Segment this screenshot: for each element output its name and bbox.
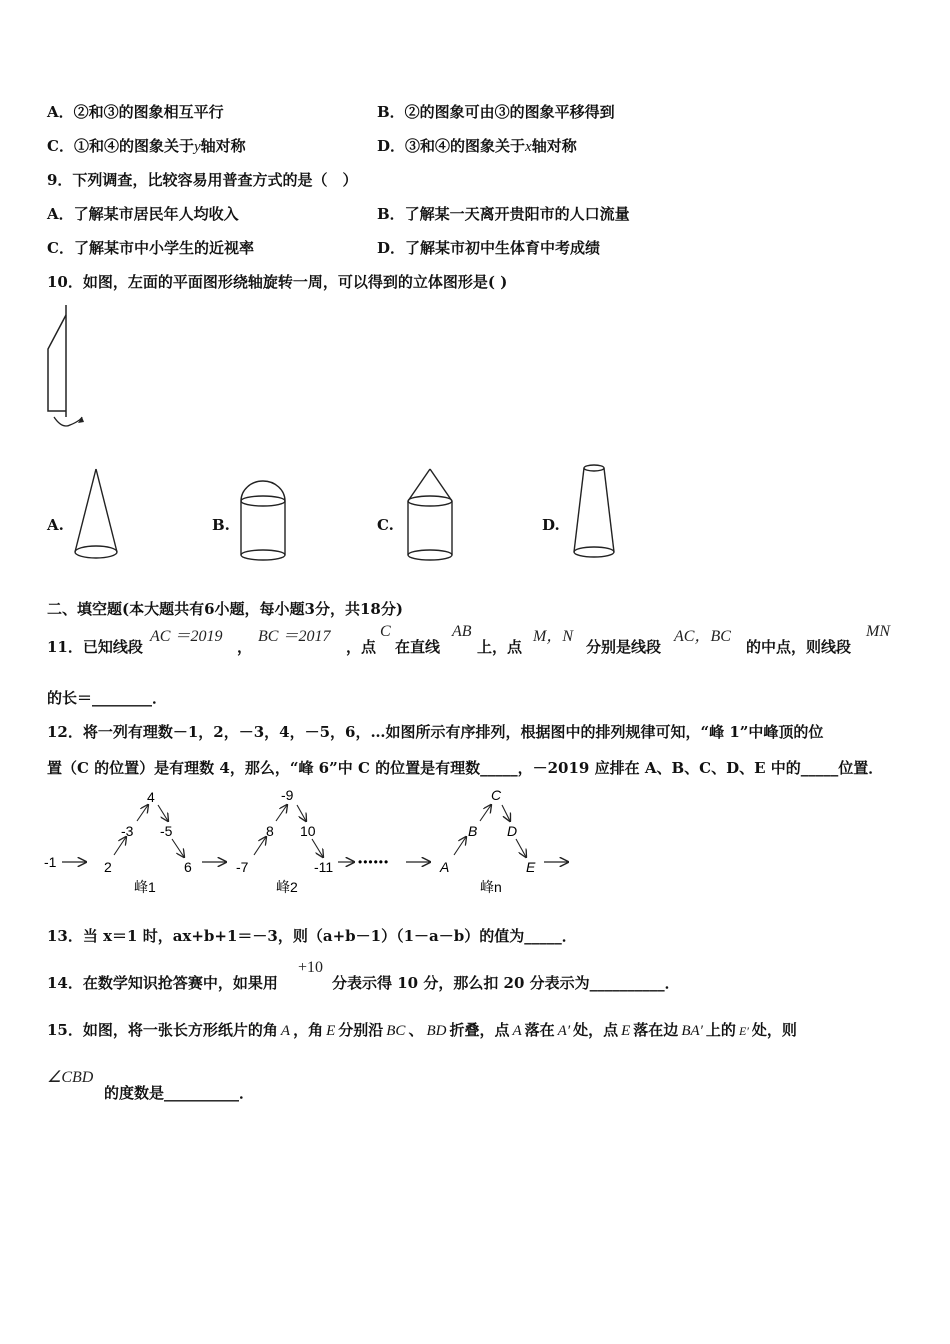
plane-shape	[48, 315, 66, 411]
q10-label-b: B.	[212, 516, 230, 534]
peakn-c: C	[491, 787, 502, 803]
q9-option-a: A．了解某市居民年人均收入	[47, 205, 239, 223]
peak1-a: 2	[104, 859, 112, 875]
q11-math-mn1: M，N	[533, 628, 574, 645]
peak1-d: -5	[160, 823, 173, 839]
q10-stem: 10．如图，左面的平面图形绕轴旋转一周，可以得到的立体图形是( )	[47, 273, 508, 291]
q8-option-b: B．②的图象可由③的图象平移得到	[377, 103, 615, 121]
ellipsis-dots: ••••••	[358, 855, 390, 869]
peak1-b: -3	[121, 823, 134, 839]
peakn-label: 峰n	[480, 879, 502, 895]
q10-option-b-capsule	[234, 479, 294, 569]
peakn-d: D	[507, 823, 518, 839]
q12-line-1: 12．将一列有理数－1，2，－3，4，－5，6，…如图所示有序排列，根据图中的排列规律可知，“峰 1”中峰顶的位	[47, 723, 824, 741]
q10-option-d-frustum	[566, 459, 626, 569]
peak2-b: 8	[266, 823, 274, 839]
q11-math-ac: AC ＝2019	[150, 628, 223, 645]
peak2-e: -11	[314, 859, 334, 875]
q11-text-5: 上，点	[477, 638, 523, 656]
q14-math: +10	[298, 959, 324, 976]
start-number: -1	[44, 854, 57, 870]
q12-line-2: 置（C 的位置）是有理数 4，那么，“峰 6”中 C 的位置是有理数_____，－2019 应排在 A、B、C、D、E 中的_____位置．	[47, 759, 884, 777]
q9-stem: 9．下列调查，比较容易用普查方式的是（ ）	[47, 171, 358, 189]
peak2-c: -9	[281, 787, 294, 803]
q10-label-d: D.	[542, 516, 560, 534]
q11-math-acbc: AC，BC	[674, 628, 731, 645]
q10-plane-figure	[40, 305, 100, 435]
q11-text-8: 的长＝________．	[47, 689, 168, 707]
q15-line-2: 的度数是__________．	[104, 1084, 255, 1102]
q11-math-ab: AB	[452, 623, 472, 640]
peak1-c: 4	[147, 789, 155, 805]
q11-math-c: C	[380, 623, 391, 640]
q10-option-c-cone-cylinder	[401, 464, 461, 569]
q11-math-mn2: MN	[866, 623, 890, 640]
section-fill-in-heading: 二、填空题(本大题共有6小题，每小题3分，共18分)	[47, 600, 403, 618]
rotation-arrow	[54, 417, 82, 426]
peakn-a: A	[440, 859, 450, 875]
q11-text-1: 11．已知线段	[47, 638, 143, 656]
q11-text-2: ，	[237, 638, 253, 656]
q11-text-3: ，点	[346, 638, 377, 656]
q12-peak-diagram	[40, 785, 580, 897]
q11-math-bc: BC ＝2017	[258, 628, 331, 645]
q10-option-a-cone	[68, 464, 128, 564]
peakn-e: E	[526, 859, 536, 875]
q11-text-7: 的中点，则线段	[746, 638, 852, 656]
q8-option-a: A．②和③的图象相互平行	[47, 103, 224, 121]
peak2-d: 10	[300, 823, 316, 839]
q10-label-a: A.	[47, 516, 64, 534]
q13-text: 13．当 x＝1 时，ax+b+1＝－3，则（a+b－1）（1－a－b）的值为_____．	[47, 927, 577, 945]
peak1-label: 峰1	[134, 879, 156, 895]
peak2-label: 峰2	[276, 879, 298, 895]
q15-math-angle: ∠CBD	[47, 1069, 94, 1086]
q11-text-4: 在直线	[395, 638, 441, 656]
q9-option-b: B．了解某一天离开贵阳市的人口流量	[377, 205, 630, 223]
q14-text-1: 14．在数学知识抢答赛中，如果用	[47, 974, 278, 992]
q9-option-c: C．了解某市中小学生的近视率	[47, 239, 254, 257]
q15-line-1: 15．如图，将一张长方形纸片的角 A ，角 E 分别沿 BC 、 BD 折叠，点 A 落在 A′ 处，点 E 落在边 BA′ 上的 E′ 处，则	[47, 1021, 797, 1039]
q8-option-d: D．③和④的图象关于x轴对称	[377, 137, 577, 155]
peakn-b: B	[468, 823, 478, 839]
q8-option-c: C．①和④的图象关于y轴对称	[47, 137, 246, 155]
q10-label-c: C.	[377, 516, 394, 534]
q9-option-d: D．了解某市初中生体育中考成绩	[377, 239, 601, 257]
q14-text-2: 分表示得 10 分，那么扣 20 分表示为__________．	[332, 974, 680, 992]
peak1-e: 6	[184, 859, 192, 875]
q11-text-6: 分别是线段	[586, 638, 662, 656]
peak2-a: -7	[236, 859, 249, 875]
